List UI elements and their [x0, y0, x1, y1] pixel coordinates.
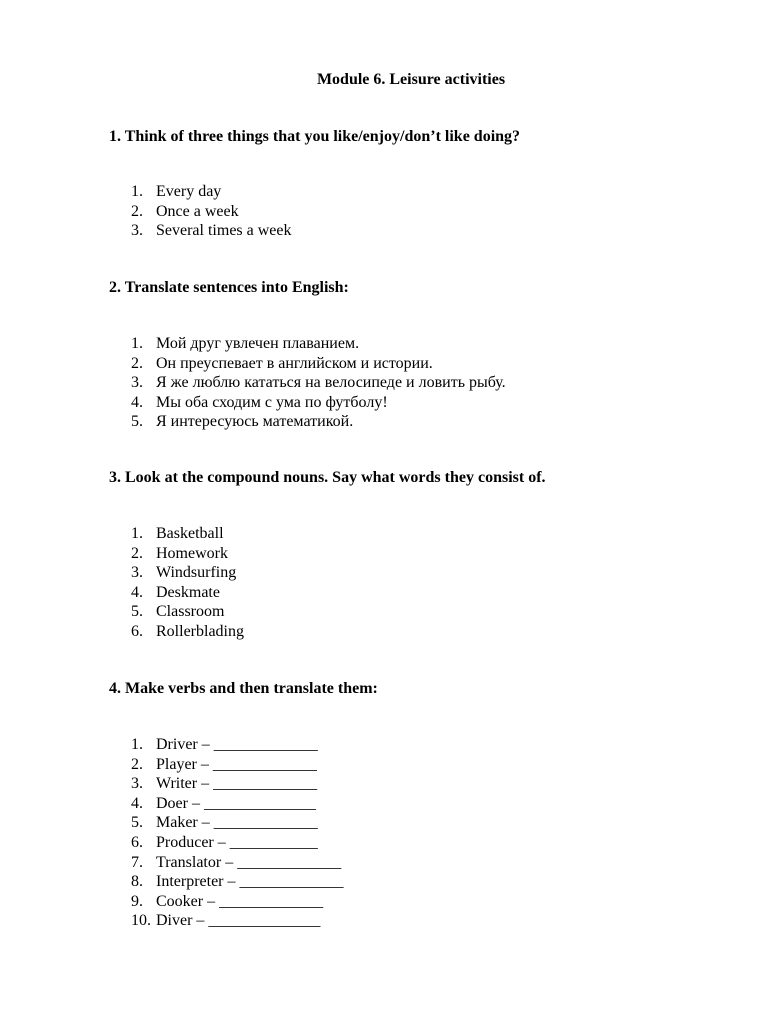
list-item	[131, 412, 506, 432]
item-text: Interpreter – _____________	[156, 873, 344, 891]
list-item	[131, 334, 506, 354]
item-text: Basketball	[156, 525, 224, 542]
item-number: 4.	[131, 583, 143, 601]
list-item	[131, 563, 244, 583]
section-3-heading: 3. Look at the compound nouns. Say what words they consist of.	[109, 469, 546, 486]
list-item	[131, 813, 344, 833]
section-1-heading: 1. Think of three things that you like/enjoy/don’t like doing?	[109, 128, 521, 145]
list-item	[131, 182, 292, 202]
item-text: Once a week	[156, 202, 239, 220]
list-item	[131, 602, 244, 622]
item-text: Diver – ______________	[156, 912, 321, 930]
section-1-list	[131, 182, 292, 241]
item-number: 5.	[131, 814, 143, 832]
item-text: Мой друг увлечен плаванием.	[156, 335, 360, 352]
item-number: 2.	[131, 202, 143, 220]
item-text: Cooker – _____________	[156, 892, 324, 910]
list-item	[131, 911, 344, 931]
item-text: Windsurfing	[156, 564, 237, 582]
item-number: 9.	[131, 892, 143, 910]
item-text: Deskmate	[156, 583, 220, 601]
item-number: 5.	[131, 603, 143, 621]
item-text: Homework	[156, 544, 228, 562]
item-text: Producer – ___________	[156, 833, 318, 851]
item-text: Translator – _____________	[156, 853, 342, 871]
item-number: 2.	[131, 755, 143, 773]
item-text: Doer – ______________	[156, 794, 316, 812]
list-item	[131, 735, 344, 755]
list-item	[131, 853, 344, 873]
list-item	[131, 393, 506, 413]
item-number: 6.	[131, 833, 143, 851]
section-4-list	[131, 735, 344, 931]
item-number: 7.	[131, 853, 143, 871]
item-number: 5.	[131, 413, 143, 431]
item-text: Player – _____________	[156, 755, 317, 773]
list-item	[131, 774, 344, 794]
item-number: 4.	[131, 794, 143, 812]
list-item	[131, 794, 344, 814]
item-text: Rollerblading	[156, 622, 244, 640]
item-text: Every day	[156, 183, 222, 200]
item-text: Мы оба сходим с ума по футболу!	[156, 393, 388, 411]
item-text: Он преуспевает в английском и истории.	[156, 354, 433, 372]
item-number: 3.	[131, 222, 143, 240]
item-number: 3.	[131, 564, 143, 582]
item-number: 1.	[131, 736, 143, 753]
list-item	[131, 892, 344, 912]
item-number: 3.	[131, 775, 143, 793]
item-number: 1.	[131, 183, 143, 200]
item-number: 2.	[131, 544, 143, 562]
item-number: 3.	[131, 374, 143, 392]
list-item	[131, 221, 292, 241]
list-item	[131, 755, 344, 775]
section-2-heading: 2. Translate sentences into English:	[109, 279, 349, 296]
list-item	[131, 354, 506, 374]
list-item	[131, 544, 244, 564]
document-title: Module 6. Leisure activities	[316, 71, 506, 88]
item-number: 4.	[131, 393, 143, 411]
item-number: 2.	[131, 354, 143, 372]
item-text: Several times a week	[156, 222, 292, 240]
item-text: Maker – _____________	[156, 814, 318, 832]
list-item	[131, 872, 344, 892]
list-item	[131, 833, 344, 853]
item-number: 1.	[131, 525, 143, 542]
section-2-list	[131, 334, 506, 432]
list-item	[131, 583, 244, 603]
section-4-heading: 4. Make verbs and then translate them:	[109, 680, 378, 697]
list-item	[131, 524, 244, 544]
item-number: 1.	[131, 335, 143, 352]
item-text: Writer – _____________	[156, 775, 318, 793]
item-text: Я же люблю кататься на велосипеде и ловить рыбу.	[156, 374, 506, 392]
list-item	[131, 202, 292, 222]
section-3-list	[131, 524, 244, 642]
list-item	[131, 373, 506, 393]
list-item	[131, 622, 244, 642]
item-text: Driver – _____________	[156, 736, 318, 753]
item-text: Classroom	[156, 603, 225, 621]
item-number: 10.	[131, 912, 151, 930]
item-number: 6.	[131, 622, 143, 640]
item-number: 8.	[131, 873, 143, 891]
item-text: Я интересуюсь математикой.	[156, 413, 354, 431]
